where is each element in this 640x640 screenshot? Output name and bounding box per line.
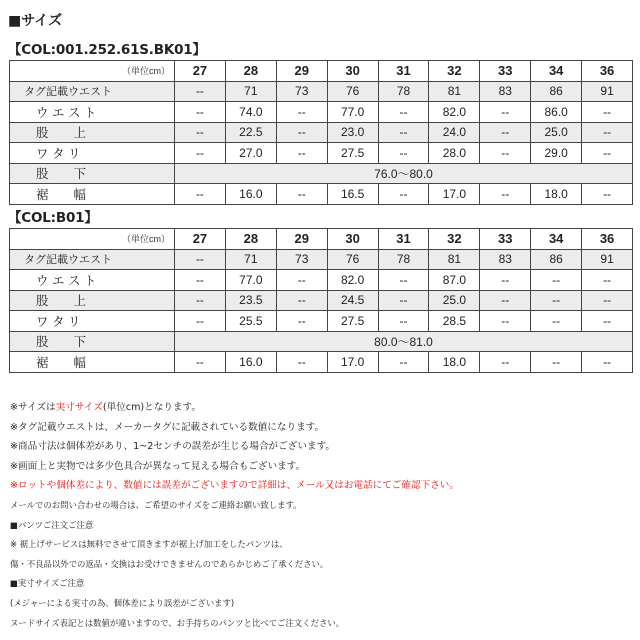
value-cell: -- bbox=[276, 270, 327, 291]
value-cell: 82.0 bbox=[429, 102, 480, 123]
value-cell: -- bbox=[378, 184, 429, 205]
value-cell: -- bbox=[276, 102, 327, 123]
value-cell: 25.5 bbox=[225, 311, 276, 332]
value-cell: -- bbox=[276, 143, 327, 164]
note-line bbox=[10, 516, 630, 536]
value-cell: 73 bbox=[276, 81, 327, 102]
note-line bbox=[10, 594, 630, 614]
size-header: 36 bbox=[582, 61, 633, 82]
value-cell: 73 bbox=[276, 249, 327, 270]
merged-value-cell: 76.0～80.0 bbox=[175, 163, 633, 184]
value-cell: 16.0 bbox=[225, 352, 276, 373]
value-cell: 87.0 bbox=[429, 270, 480, 291]
value-cell: 86 bbox=[531, 81, 582, 102]
value-cell: 71 bbox=[225, 249, 276, 270]
header-row bbox=[10, 229, 633, 250]
row-label: タグ記載ウエスト bbox=[10, 81, 175, 102]
value-cell: 86.0 bbox=[531, 102, 582, 123]
value-cell: 78 bbox=[378, 249, 429, 270]
notes-section bbox=[10, 398, 630, 633]
value-cell: 18.0 bbox=[531, 184, 582, 205]
header-row bbox=[10, 61, 633, 82]
size-header: 29 bbox=[276, 229, 327, 250]
value-cell: 76 bbox=[327, 81, 378, 102]
value-cell: 23.5 bbox=[225, 290, 276, 311]
value-cell: 18.0 bbox=[429, 352, 480, 373]
size-table-1 bbox=[9, 60, 633, 205]
note-text: ※タグ記載ウエストは、メーカータグに記載されている数値になります。 bbox=[10, 421, 325, 433]
value-cell: -- bbox=[582, 290, 633, 311]
value-cell: -- bbox=[378, 143, 429, 164]
value-cell: 23.0 bbox=[327, 122, 378, 143]
value-cell: -- bbox=[582, 143, 633, 164]
value-cell: 83 bbox=[480, 81, 531, 102]
note-line bbox=[10, 476, 630, 496]
size-header: 34 bbox=[531, 229, 582, 250]
note-line bbox=[10, 555, 630, 575]
size-header: 31 bbox=[378, 229, 429, 250]
value-cell: -- bbox=[531, 352, 582, 373]
note-text: 傷・不良品以外での返品・交換はお受けできませんのであらかじめご了承ください。 bbox=[10, 558, 329, 569]
value-cell: 29.0 bbox=[531, 143, 582, 164]
value-cell: -- bbox=[175, 311, 226, 332]
value-cell: 28.0 bbox=[429, 143, 480, 164]
value-cell: 77.0 bbox=[225, 270, 276, 291]
value-cell: 76 bbox=[327, 249, 378, 270]
value-cell: 25.0 bbox=[531, 122, 582, 143]
value-cell: -- bbox=[480, 270, 531, 291]
value-cell: -- bbox=[175, 143, 226, 164]
value-cell: -- bbox=[175, 184, 226, 205]
value-cell: -- bbox=[480, 352, 531, 373]
value-cell: -- bbox=[480, 184, 531, 205]
note-highlight: 実寸サイズ bbox=[55, 402, 103, 413]
value-cell: -- bbox=[480, 122, 531, 143]
note-text: メールでのお問い合わせの場合は、ご希望のサイズをご連絡お願い致します。 bbox=[10, 499, 302, 510]
value-cell: 27.5 bbox=[327, 143, 378, 164]
size-header: 30 bbox=[327, 61, 378, 82]
note-line bbox=[10, 418, 630, 438]
note-text: ※画面上と実物では多少色具合が異なって見える場合もございます。 bbox=[10, 460, 306, 472]
value-cell: -- bbox=[582, 311, 633, 332]
value-cell: 27.0 bbox=[225, 143, 276, 164]
section-title: ■サイズ bbox=[8, 13, 63, 29]
value-cell: -- bbox=[276, 311, 327, 332]
value-cell: 22.5 bbox=[225, 122, 276, 143]
note-line bbox=[10, 457, 630, 477]
value-cell: -- bbox=[378, 311, 429, 332]
value-cell: -- bbox=[276, 122, 327, 143]
note-text: (単位cm)となります。 bbox=[102, 402, 201, 413]
size-header: 36 bbox=[582, 229, 633, 250]
value-cell: -- bbox=[175, 352, 226, 373]
note-line bbox=[10, 535, 630, 555]
value-cell: -- bbox=[531, 290, 582, 311]
row-label: 股 上 bbox=[10, 290, 175, 311]
value-cell: 77.0 bbox=[327, 102, 378, 123]
value-cell: -- bbox=[582, 102, 633, 123]
note-text: ※ 裾上げサービスは無料でさせて頂きますが裾上げ加工をしたパンツは、 bbox=[10, 539, 288, 550]
value-cell: -- bbox=[175, 81, 226, 102]
size-header: 34 bbox=[531, 61, 582, 82]
unit-label: （単位cm） bbox=[10, 229, 175, 250]
value-cell: -- bbox=[480, 102, 531, 123]
note-line bbox=[10, 437, 630, 457]
size-header: 33 bbox=[480, 61, 531, 82]
value-cell: 91 bbox=[582, 249, 633, 270]
value-cell: -- bbox=[582, 184, 633, 205]
row-label: 股 上 bbox=[10, 122, 175, 143]
size-header: 32 bbox=[429, 229, 480, 250]
size-header: 33 bbox=[480, 229, 531, 250]
value-cell: -- bbox=[378, 122, 429, 143]
note-highlight: ※ロットや個体差により、数値には誤差がございますので詳細は、メール又はお電話にてご確認下さい。 bbox=[10, 480, 459, 492]
table-row bbox=[10, 102, 633, 123]
value-cell: 16.0 bbox=[225, 184, 276, 205]
size-header: 28 bbox=[225, 229, 276, 250]
value-cell: -- bbox=[378, 352, 429, 373]
size-header: 27 bbox=[175, 61, 226, 82]
value-cell: -- bbox=[276, 290, 327, 311]
note-text: ※商品寸法は個体差があり、1~2センチの誤差が生じる場合がございます。 bbox=[10, 441, 335, 453]
value-cell: -- bbox=[480, 290, 531, 311]
table-row bbox=[10, 331, 633, 352]
value-cell: -- bbox=[175, 290, 226, 311]
note-line bbox=[10, 398, 630, 418]
table-row bbox=[10, 143, 633, 164]
value-cell: -- bbox=[582, 270, 633, 291]
size-header: 32 bbox=[429, 61, 480, 82]
note-text: (メジャーによる実寸の為、個体差により誤差がございます) bbox=[10, 597, 235, 608]
value-cell: -- bbox=[378, 290, 429, 311]
note-line bbox=[10, 496, 630, 516]
table-row bbox=[10, 352, 633, 373]
size-header: 31 bbox=[378, 61, 429, 82]
value-cell: -- bbox=[480, 143, 531, 164]
note-text: ■実寸サイズご注意 bbox=[10, 578, 85, 589]
value-cell: 24.0 bbox=[429, 122, 480, 143]
value-cell: -- bbox=[175, 102, 226, 123]
row-label: 股 下 bbox=[10, 331, 175, 352]
value-cell: -- bbox=[175, 122, 226, 143]
row-label: ワ タ リ bbox=[10, 311, 175, 332]
value-cell: -- bbox=[582, 122, 633, 143]
value-cell: 78 bbox=[378, 81, 429, 102]
table-row bbox=[10, 290, 633, 311]
merged-value-cell: 80.0～81.0 bbox=[175, 331, 633, 352]
value-cell: 74.0 bbox=[225, 102, 276, 123]
value-cell: 16.5 bbox=[327, 184, 378, 205]
row-label: 裾 幅 bbox=[10, 352, 175, 373]
table-row bbox=[10, 311, 633, 332]
value-cell: 91 bbox=[582, 81, 633, 102]
row-label: ウ エ ス ト bbox=[10, 102, 175, 123]
value-cell: -- bbox=[378, 102, 429, 123]
row-label: ウ エ ス ト bbox=[10, 270, 175, 291]
size-header: 27 bbox=[175, 229, 226, 250]
value-cell: 27.5 bbox=[327, 311, 378, 332]
table-row bbox=[10, 81, 633, 102]
value-cell: -- bbox=[531, 270, 582, 291]
unit-label: （単位cm） bbox=[10, 61, 175, 82]
value-cell: -- bbox=[276, 184, 327, 205]
value-cell: 24.5 bbox=[327, 290, 378, 311]
note-text: ※サイズは bbox=[10, 402, 56, 413]
value-cell: 28.5 bbox=[429, 311, 480, 332]
value-cell: 17.0 bbox=[429, 184, 480, 205]
row-label: ワ タ リ bbox=[10, 143, 175, 164]
note-line bbox=[10, 614, 630, 634]
value-cell: 71 bbox=[225, 81, 276, 102]
table-row bbox=[10, 249, 633, 270]
value-cell: 81 bbox=[429, 81, 480, 102]
value-cell: -- bbox=[531, 311, 582, 332]
size-header: 29 bbox=[276, 61, 327, 82]
value-cell: -- bbox=[175, 249, 226, 270]
table-2-label: 【COL:B01】 bbox=[8, 210, 98, 226]
size-header: 28 bbox=[225, 61, 276, 82]
size-table-2 bbox=[9, 228, 633, 373]
value-cell: -- bbox=[378, 270, 429, 291]
note-text: ヌードサイズ表記とは数値が違いますので、お手持ちのパンツと比べてご注文ください。 bbox=[10, 617, 345, 628]
value-cell: 17.0 bbox=[327, 352, 378, 373]
value-cell: 81 bbox=[429, 249, 480, 270]
note-line bbox=[10, 574, 630, 594]
value-cell: -- bbox=[276, 352, 327, 373]
table-row bbox=[10, 270, 633, 291]
row-label: タグ記載ウエスト bbox=[10, 249, 175, 270]
value-cell: 25.0 bbox=[429, 290, 480, 311]
table-row bbox=[10, 163, 633, 184]
table-row bbox=[10, 122, 633, 143]
row-label: 裾 幅 bbox=[10, 184, 175, 205]
note-text: ■パンツご注文ご注意 bbox=[10, 519, 94, 530]
row-label: 股 下 bbox=[10, 163, 175, 184]
table-1-label: 【COL:001.252.61S.BK01】 bbox=[8, 42, 206, 58]
value-cell: -- bbox=[582, 352, 633, 373]
value-cell: -- bbox=[175, 270, 226, 291]
value-cell: -- bbox=[480, 311, 531, 332]
value-cell: 83 bbox=[480, 249, 531, 270]
size-header: 30 bbox=[327, 229, 378, 250]
table-row bbox=[10, 184, 633, 205]
value-cell: 86 bbox=[531, 249, 582, 270]
value-cell: 82.0 bbox=[327, 270, 378, 291]
